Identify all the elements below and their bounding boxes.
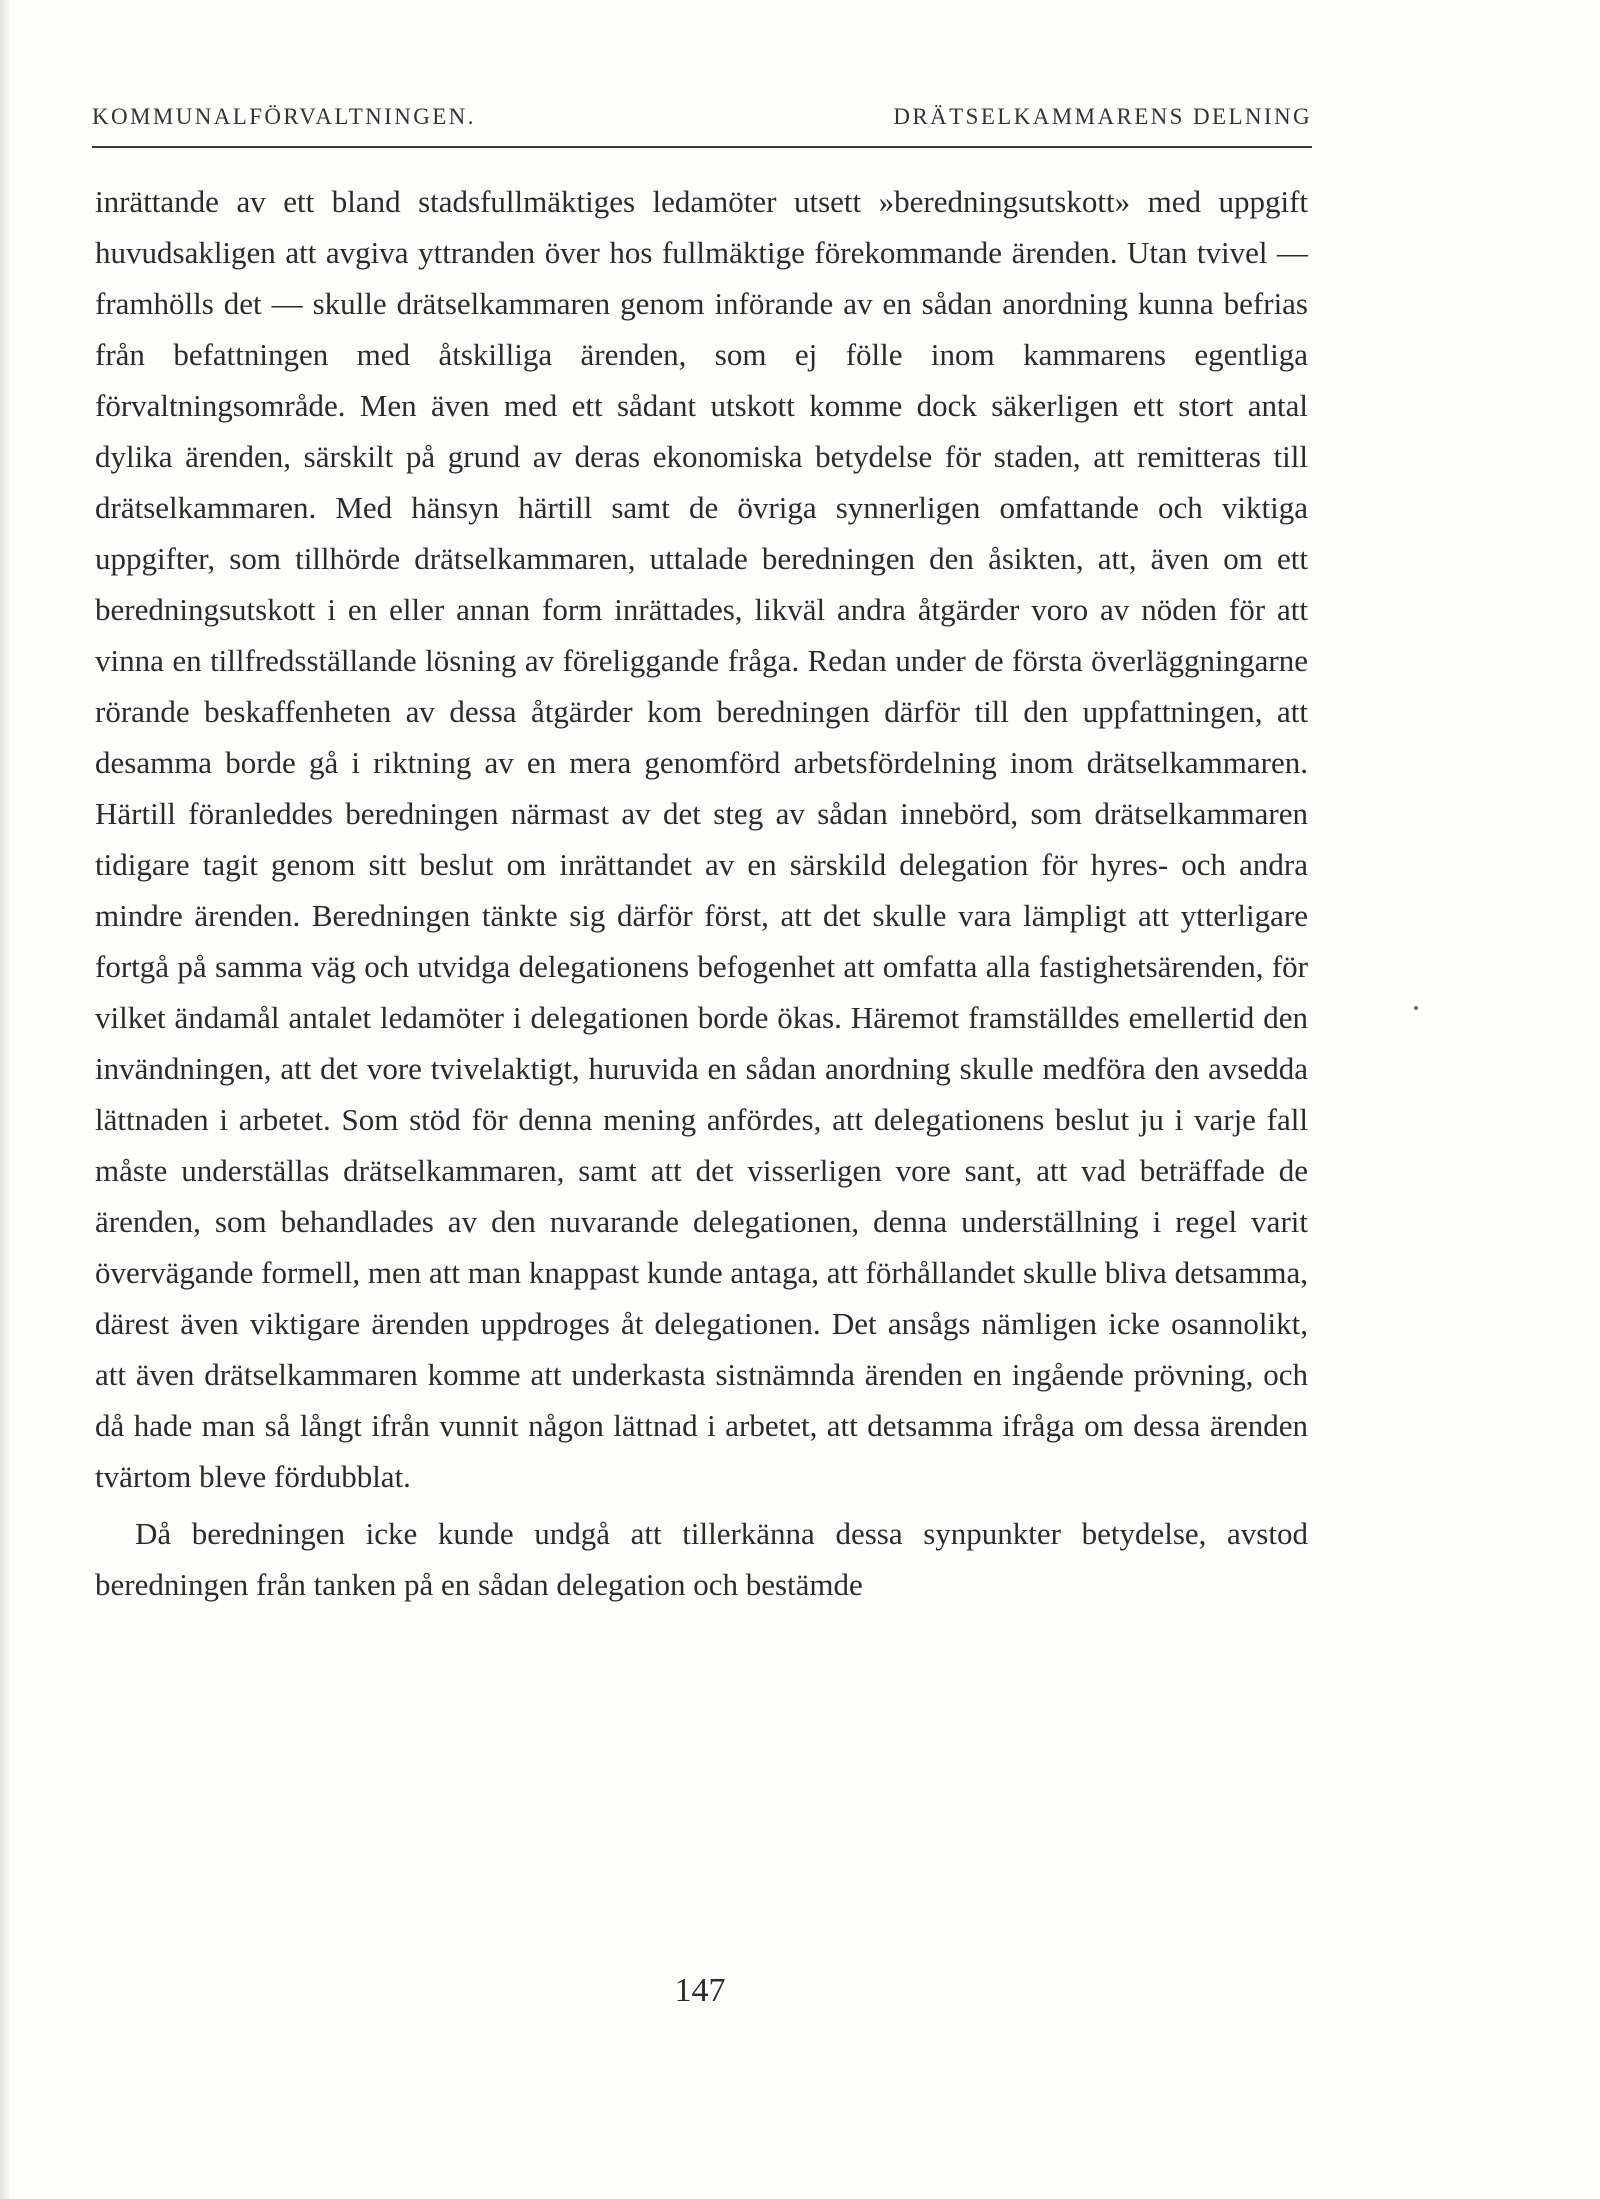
running-head-right: DRÄTSELKAMMARENS DELNING bbox=[893, 104, 1312, 129]
page-number: 147 bbox=[674, 1972, 726, 2009]
paragraph-continued: inrättande av ett bland stadsfullmäktiges ledamöter utsett »beredningsutskott» med uppgift huvudsakligen att avgiva yttranden över hos fullmäktige förekommande ärenden. Utan tvivel — framhölls det — skulle drätselkammaren genom införande av en sådan anordning kunna befrias från befattningen med åtskilliga ärenden, som ej fölle inom kammarens egentliga förvaltningsområde. Men även med ett sådant utskott komme dock säkerligen ett stort antal dylika ärenden, särskilt på grund av deras ekonomiska betydelse för staden, att remitteras till drätselkammaren. Med hänsyn härtill samt de övriga synnerligen omfattande och viktiga uppgifter, som tillhörde drätselkammaren, uttalade beredningen den åsikten, att, även om ett beredningsutskott i en eller annan form inrättades, likväl andra åtgärder voro av nöden för att vinna en tillfredsställande lösning av föreliggande fråga. Redan under de första överläggningarne rörande beskaffenheten av dessa åtgärder kom beredningen därför till den uppfattningen, att desamma borde gå i riktning av en mera genomförd arbetsfördelning inom drätselkammaren. Härtill föranleddes beredningen närmast av det steg av sådan innebörd, som drätselkammaren tidigare tagit genom sitt beslut om inrättandet av en särskild delegation för hyres- och andra mindre ärenden. Beredningen tänkte sig därför först, att det skulle vara lämpligt att ytterligare fortgå på samma väg och utvidga delegationens befogenhet att omfatta alla fastighetsärenden, för vilket ändamål antalet ledamöter i delegationen borde ökas. Häremot framställdes emellertid den invändningen, att det vore tvivelaktigt, huruvida en sådan anordning skulle medföra den avsedda lättnaden i arbetet. Som stöd för denna mening anfördes, att delegationens beslut ju i varje fall måste underställas drätselkammaren, samt att det visserligen vore sant, att vad beträffade de ärenden, som behandlades av den nuvarande delegationen, denna underställning i regel varit övervägande formell, men att man knappast kunde antaga, att förhållandet skulle bliva detsamma, därest även viktigare ärenden uppdroges åt delegationen. Det ansågs nämligen icke osannolikt, att även drätselkammaren komme att underkasta sistnämnda ärenden en ingående prövning, och då hade man så långt ifrån vunnit någon lättnad i arbetet, att detsamma ifråga om dessa ärenden tvärtom bleve fördubblat. bbox=[95, 184, 1308, 1494]
body-text bbox=[95, 176, 1308, 1610]
header-rule bbox=[92, 146, 1312, 148]
running-head-left: KOMMUNALFÖRVALTNINGEN. bbox=[92, 104, 476, 129]
paragraph-new: Då beredningen icke kunde undgå att tillerkänna dessa synpunkter betydelse, avstod beredningen från tanken på en sådan delegation och bestämde bbox=[95, 1516, 1308, 1602]
margin-speck bbox=[1414, 1006, 1418, 1010]
scan-edge-shadow bbox=[0, 0, 9, 2199]
running-head bbox=[92, 104, 1312, 144]
